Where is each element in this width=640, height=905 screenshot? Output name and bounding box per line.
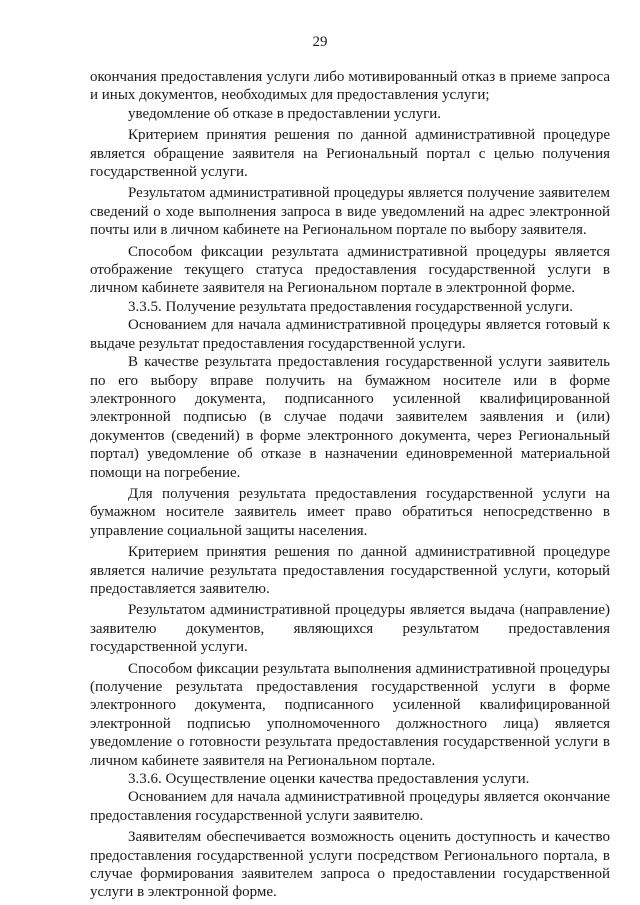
paragraph: Результатом административной процедуры является получение заявителем сведений о ходе выполнения запроса в виде уведомлений на адрес электронной почты или в личном кабинете на Региональном портале по выбору заявителя. <box>90 185 610 239</box>
paragraph: Основанием для начала административной процедуры является окончание предоставления государственной услуги заявителю. <box>90 789 610 824</box>
paragraph: В качестве результата предоставления государственной услуги заявитель по его выбору вправе получить на бумажном носителе или в форме электронного документа, подписанного усиленной квалифицированной электронной подписью (в случае подачи заявителем заявления и (или) документов (сведений) в форме электронного документа, через Региональный портал) уведомление об отказе в назначении единовременной материальной помощи на погребение. <box>90 354 610 481</box>
paragraph: Заявителям обеспечивается возможность оценить доступность и качество предоставления государственной услуги посредством Регионального портала, в случае формирования заявителем запроса о предоставлении государственной услуги в электронной форме. <box>90 829 610 901</box>
page-number: 29 <box>312 34 328 50</box>
paragraph: уведомление об отказе в предоставлении услуги. <box>128 105 442 122</box>
paragraph: Критерием принятия решения по данной административной процедуре является обращение заявителя на Региональный портал с целью получения государственной услуги. <box>90 127 610 181</box>
section-heading: 3.3.6. Осуществление оценки качества предоставления услуги. <box>128 771 530 788</box>
page-body <box>90 68 610 902</box>
paragraph: Для получения результата предоставления государственной услуги на бумажном носителе заявитель имеет право обратиться непосредственно в управление социальной защиты населения. <box>90 485 610 539</box>
paragraph: Результатом административной процедуры является выдача (направление) заявителю документов, являющихся результатом предоставления государственной услуги. <box>90 602 610 656</box>
paragraph: Основанием для начала административной процедуры является готовый к выдаче результат предоставления государственной услуги. <box>90 317 610 352</box>
section-heading: 3.3.5. Получение результата предоставления государственной услуги. <box>128 298 573 315</box>
paragraph: Способом фиксации результата выполнения административной процедуры (получение результата предоставления государственной услуги в форме электронного документа, подписанного усиленной квалифицированной электронной подписью уполномоченного должностного лица) является уведомление о готовности результата предоставления государственной услуги в личном кабинете заявителя на Региональном портале. <box>90 660 610 769</box>
paragraph: Способом фиксации результата административной процедуры является отображение текущего статуса предоставления государственной услуги в личном кабинете заявителя на Региональном портале в электронной форме. <box>90 243 610 297</box>
paragraph: Критерием принятия решения по данной административной процедуре является наличие результата предоставления государственной услуги, который предоставляется заявителю. <box>90 544 610 597</box>
paragraph: окончания предоставления услуги либо мотивированный отказ в приеме запроса и иных документов, необходимых для предоставления услуги; <box>90 69 610 104</box>
